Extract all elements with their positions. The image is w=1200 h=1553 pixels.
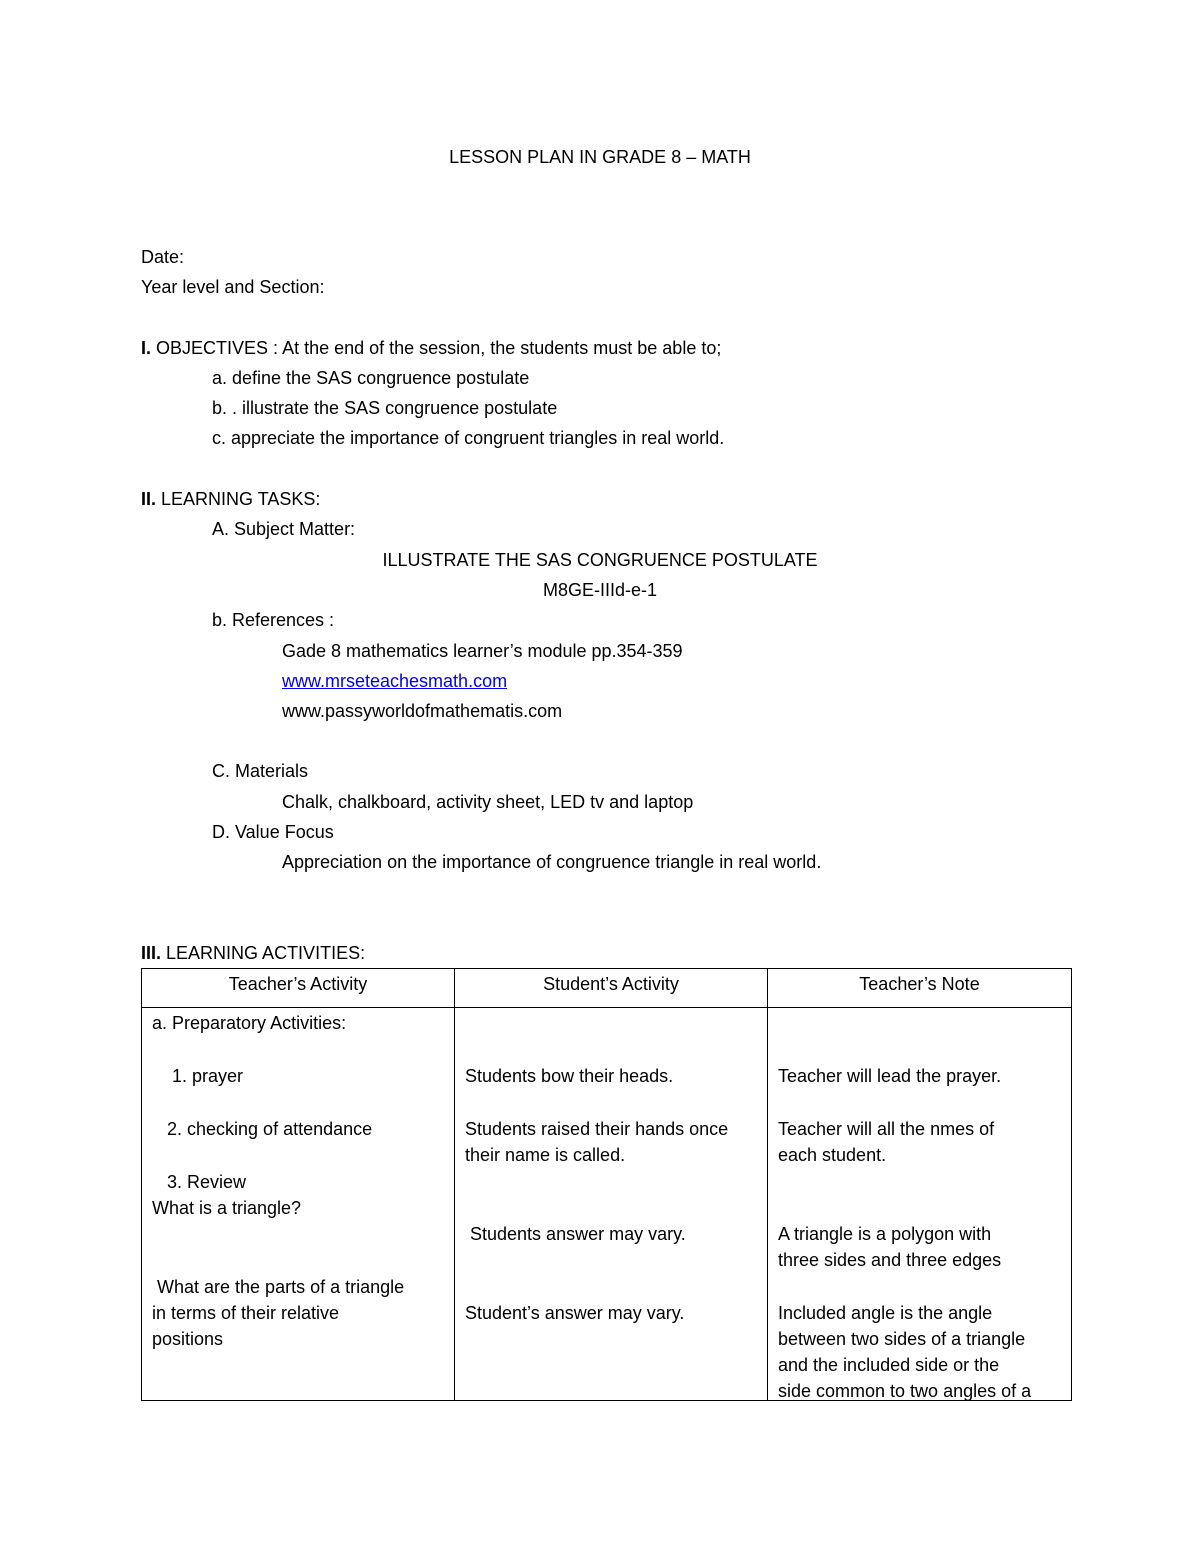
activities-number: III. [141,943,162,963]
teacher-note-cell [768,1008,1072,1401]
column-header-student: Student’s Activity [455,969,768,1008]
reference-url-link[interactable]: www.mrseteachesmath.com [282,671,508,691]
reference-link[interactable] [282,670,507,692]
value-focus-text: Appreciation on the importance of congruence triangle in real world. [282,852,822,872]
reference-module: Gade 8 mathematics learner’s module pp.354-359 [282,641,683,661]
teacher-line: 3. Review [167,1172,247,1192]
tasks-number: II. [141,489,157,509]
objectives-text: OBJECTIVES : At the end of the session, the students must be able to; [156,338,722,358]
teacher-line: What is a triangle? [152,1198,302,1218]
objective-c: c. appreciate the importance of congruent triangles in real world. [212,428,725,448]
note-line: Teacher will all the nmes of [778,1119,995,1139]
reference-website: www.passyworldofmathematis.com [282,701,563,721]
materials-text: Chalk, chalkboard, activity sheet, LED tv and laptop [282,792,694,812]
note-line: three sides and three edges [778,1250,1002,1270]
table-header-row [142,969,1072,1008]
teacher-line: in terms of their relative [152,1303,340,1323]
teacher-line: positions [152,1329,224,1349]
page-title: LESSON PLAN IN GRADE 8 – MATH [449,147,751,167]
activities-text: LEARNING ACTIVITIES: [166,943,366,963]
note-line: Included angle is the angle [778,1303,993,1323]
column-header-teacher: Teacher’s Activity [142,969,455,1008]
value-focus-label: D. Value Focus [212,822,334,842]
column-header-note: Teacher’s Note [768,969,1072,1008]
tasks-heading [141,488,320,510]
year-section-label: Year level and Section: [141,277,325,297]
note-line: A triangle is a polygon with [778,1224,992,1244]
student-line: Students bow their heads. [465,1066,674,1086]
note-line: Teacher will lead the prayer. [778,1066,1002,1086]
teacher-activity-cell [142,1008,455,1401]
activities-heading [141,942,365,964]
objectives-heading [141,337,721,359]
table-row [142,1008,1072,1401]
subject-code: M8GE-IIId-e-1 [542,580,658,600]
objective-b: b. . illustrate the SAS congruence postulate [212,398,558,418]
student-line: their name is called. [465,1145,626,1165]
teacher-line: 2. checking of attendance [167,1119,373,1139]
note-line: and the included side or the [778,1355,1000,1375]
note-line: each student. [778,1145,887,1165]
student-line: Students answer may vary. [470,1224,686,1244]
references-label: b. References : [212,610,335,630]
student-activity-cell [455,1008,768,1401]
date-label: Date: [141,247,185,267]
teacher-line: a. Preparatory Activities: [152,1013,347,1033]
note-line: side common to two angles of a [778,1381,1032,1401]
subject-title: ILLUSTRATE THE SAS CONGRUENCE POSTULATE [382,550,818,570]
materials-label: C. Materials [212,761,309,781]
tasks-text: LEARNING TASKS: [161,489,321,509]
objective-a: a. define the SAS congruence postulate [212,368,530,388]
teacher-line: What are the parts of a triangle [157,1277,405,1297]
objectives-number: I. [141,338,152,358]
subject-matter-label: A. Subject Matter: [212,519,356,539]
student-line: Students raised their hands once [465,1119,729,1139]
student-line: Student’s answer may vary. [465,1303,685,1323]
teacher-line: 1. prayer [172,1066,244,1086]
activities-table [141,968,1072,1401]
note-line: between two sides of a triangle [778,1329,1026,1349]
